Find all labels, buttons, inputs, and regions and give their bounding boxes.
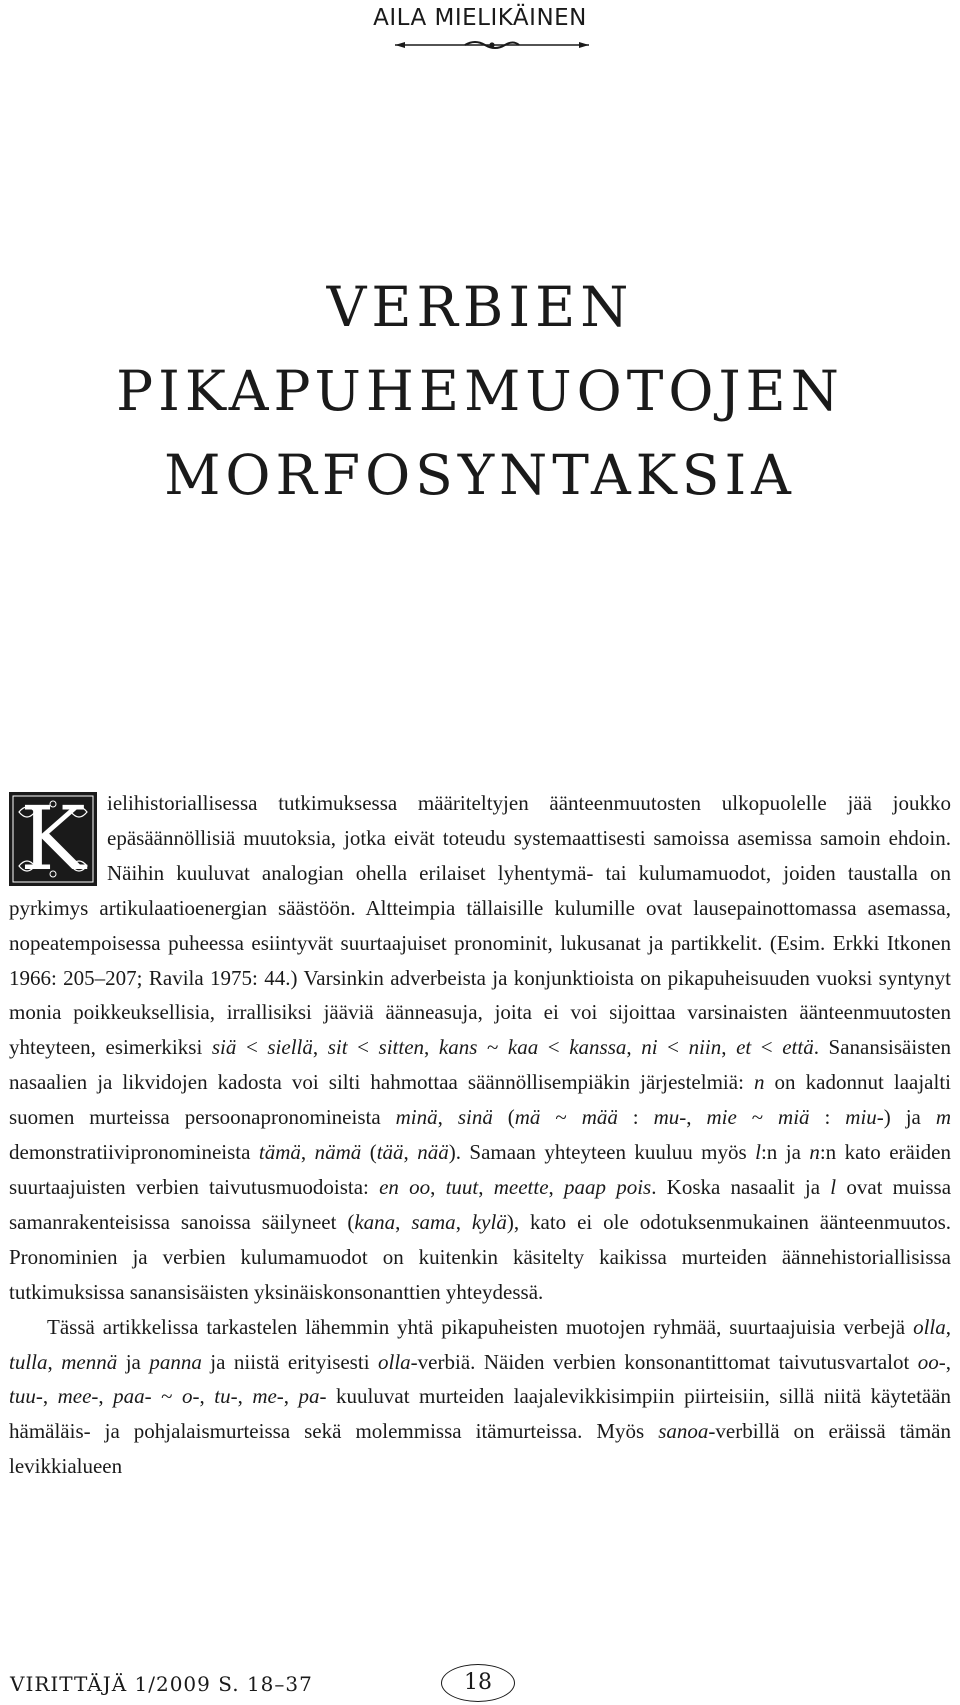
body-paragraph <box>9 786 951 1310</box>
title-line: PIKAPUHEMUOTOJEN <box>116 359 844 423</box>
italic-term: sanoa <box>658 1419 709 1444</box>
italic-term: sama <box>411 1209 456 1234</box>
italic-term: tuut <box>445 1174 479 1199</box>
text-run: Tässä artikkelissa tarkastelen lähemmin yhtä pikapuheisten muotojen ryhmää, suurtaajuisia verbejä <box>47 1314 914 1339</box>
text-run: < <box>538 1035 570 1060</box>
italic-term: meette <box>493 1174 549 1199</box>
text-run: ja niistä erityisesti <box>201 1349 378 1374</box>
italic-term: tulla <box>9 1349 48 1374</box>
title-line: VERBIEN <box>326 275 634 339</box>
text-run: , <box>430 1174 446 1199</box>
italic-term: o- <box>181 1384 200 1409</box>
italic-term: ni <box>641 1035 658 1060</box>
text-run: . Koska nasaalit ja <box>651 1174 831 1199</box>
text-run: ~ <box>540 1105 582 1130</box>
text-run: ja <box>117 1349 150 1374</box>
text-run: < <box>657 1035 689 1060</box>
italic-term: m <box>935 1105 951 1130</box>
italic-term: siellä <box>267 1035 313 1060</box>
text-run: , <box>626 1035 642 1060</box>
text-run: , <box>455 1209 472 1234</box>
italic-term: että <box>782 1035 814 1060</box>
italic-term: et <box>736 1035 752 1060</box>
italic-term: sinä <box>457 1105 493 1130</box>
title-line: MORFOSYNTAKSIA <box>164 443 796 507</box>
article-title <box>0 265 960 517</box>
italic-term: tuu- <box>9 1384 43 1409</box>
dropcap <box>9 787 97 890</box>
text-run: -verbillä on eräissä tämän levikkialueen <box>9 1419 951 1479</box>
italic-term: en oo <box>379 1174 431 1199</box>
italic-term: siä <box>211 1035 237 1060</box>
text-run: ielihistoriallisessa tutkimuksessa määriteltyjen äänteenmuutosten ulkopuolelle jää joukko epäsäännöllisiä muutoksia, jotka eivät toteudu systemaattisesti samoissa asemissa samoin ehdoin. Näihin kuuluvat analogian ohella erilaiset lyhentymä- tai kulumamuodot, joiden taustalla on pyrkimys artikulaatioenergian säästöön. Altteimpia tällaisille kulumille ovat lausepainottomassa asemassa, nopeatempoisessa puheessa esiintyvät suurtaajuiset pronominit, lukusanat ja partikkelit. (Esim. Erkki Itkonen 1966: 205–207; Ravila 1975: 44.) Varsinkin adverbeista ja konjunktioista on pikapuheisuuden vuoksi syntynyt monia poikkeuksellisia, irrallisiksi jääviä äänneasuja, joita ei voi sijoittaa varsinaisten äänteenmuutosten yhteyteen, esimerkiksi <box>9 791 951 1060</box>
text-run: ( <box>492 1105 515 1130</box>
text-run: -verbiä. Näiden verbien konsonantittomat taivutusvartalot <box>410 1349 918 1374</box>
italic-term: l <box>830 1174 837 1199</box>
italic-term: nää <box>417 1140 449 1165</box>
italic-term: mä <box>514 1105 541 1130</box>
italic-term: miä <box>778 1105 810 1130</box>
text-run: ( <box>361 1140 377 1165</box>
text-run: : <box>809 1105 846 1130</box>
italic-term: pa- <box>298 1384 327 1409</box>
italic-term: minä <box>395 1105 438 1130</box>
italic-term: l <box>755 1140 761 1165</box>
text-run: ~ <box>151 1384 182 1409</box>
italic-term: mennä <box>61 1349 118 1374</box>
italic-term: sit <box>327 1035 348 1060</box>
text-run: , <box>283 1384 299 1409</box>
text-run: , <box>403 1140 418 1165</box>
text-run: , <box>300 1140 315 1165</box>
italic-term: mee- <box>57 1384 99 1409</box>
italic-term: mie <box>706 1105 737 1130</box>
text-run: < <box>347 1035 379 1060</box>
text-run: :n ja <box>760 1140 810 1165</box>
text-run: , <box>199 1384 215 1409</box>
italic-term: kana <box>354 1209 396 1234</box>
text-run: , <box>42 1384 58 1409</box>
italic-term: n <box>753 1070 765 1095</box>
italic-term: kans <box>438 1035 478 1060</box>
text-run: , <box>437 1105 458 1130</box>
italic-term: olla <box>913 1314 946 1339</box>
text-run: , <box>945 1314 951 1339</box>
text-run: < <box>751 1035 783 1060</box>
italic-term: tu- <box>214 1384 238 1409</box>
text-run: < <box>236 1035 268 1060</box>
italic-term: mu- <box>653 1105 687 1130</box>
italic-term: mää <box>581 1105 618 1130</box>
page-number: 18 <box>441 1664 515 1702</box>
italic-term: kylä <box>471 1209 507 1234</box>
body-paragraph <box>9 1310 951 1485</box>
text-run: ~ <box>477 1035 508 1060</box>
text-run: ), kato ei ole odotuksenmukainen äänteenmuutos. Pronominien ja verbien kulumamuodot on kuitenkin käsitelty kaikissa murteiden äännehistoriallisissa tutkimuksissa sanansisäisten yksinäiskonsonanttien yhteydessä. <box>9 1209 952 1304</box>
text-run: demonstratiivipronomineista <box>9 1140 259 1165</box>
text-run: :n kato eräiden suurtaajuisten verbien taivutusmuodoista: <box>9 1140 951 1199</box>
text-run: , <box>98 1384 114 1409</box>
text-run: ovat muissa samanrakenteisissa sanoissa säilyneet ( <box>9 1174 952 1234</box>
italic-term: paap pois <box>564 1174 652 1199</box>
italic-term: tämä <box>258 1140 301 1165</box>
italic-term: me- <box>252 1384 284 1409</box>
text-run: , <box>548 1174 564 1199</box>
text-run: , <box>237 1384 253 1409</box>
text-run: , <box>312 1035 328 1060</box>
journal-citation: VIRITTÄJÄ 1/2009 S. 18–37 <box>10 1672 313 1696</box>
text-run: kuuluvat murteiden laajalevikkisimpiin piirteisiin, sillä niitä käytetään hämäläis- ja pohjalaismurteissa sekä molemmissa itämurteissa. Myös <box>9 1384 952 1444</box>
text-run: , <box>424 1035 439 1060</box>
text-run: : <box>617 1105 654 1130</box>
author-name: AILA MIELIKÄINEN <box>373 5 587 31</box>
text-run: ~ <box>736 1105 779 1130</box>
ornament-divider <box>395 38 589 52</box>
text-run: on kadonnut laajalti suomen murteissa persoonapronomineista <box>9 1070 951 1130</box>
italic-term: panna <box>149 1349 202 1374</box>
italic-term: sitten <box>378 1035 425 1060</box>
italic-term: olla <box>378 1349 411 1374</box>
text-run: ). Samaan yhteyteen kuuluu myös <box>448 1140 756 1165</box>
italic-term: miu- <box>845 1105 884 1130</box>
text-run: , <box>945 1349 952 1374</box>
italic-term: n <box>809 1140 820 1165</box>
text-run: . Sanansisäisten nasaalien ja likvidojen kadosta voi silti hahmottaa säännöllisempiäkin järjestelmiä: <box>9 1035 952 1095</box>
text-run: , <box>395 1209 412 1234</box>
dropcap-letter: K <box>20 787 86 890</box>
article-body <box>9 786 951 1484</box>
italic-term: paa- <box>113 1384 152 1409</box>
italic-term: kaa <box>507 1035 539 1060</box>
text-run: , <box>47 1349 62 1374</box>
italic-term: niin <box>688 1035 722 1060</box>
italic-term: nämä <box>314 1140 362 1165</box>
text-run: ) ja <box>883 1105 936 1130</box>
text-run: , <box>478 1174 494 1199</box>
italic-term: oo- <box>917 1349 946 1374</box>
italic-term: kanssa <box>569 1035 627 1060</box>
text-run: , <box>686 1105 707 1130</box>
text-run: , <box>721 1035 737 1060</box>
italic-term: tää <box>376 1140 404 1165</box>
